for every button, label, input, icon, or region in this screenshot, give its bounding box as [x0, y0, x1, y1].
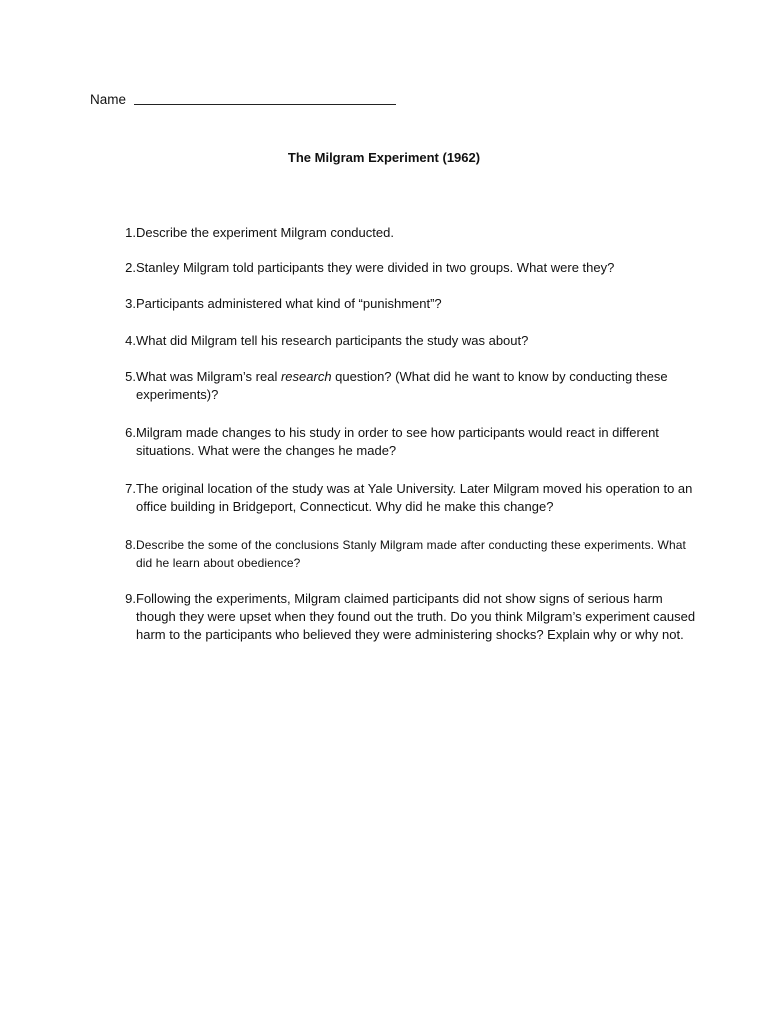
- question-number: 3.: [125, 296, 136, 311]
- question-text-emphasis: research: [280, 369, 332, 384]
- question-number: 9.: [125, 591, 136, 606]
- question-number: 8.: [125, 537, 136, 552]
- question-text-part: What was Milgram’s real: [136, 369, 281, 384]
- question-text: The original location of the study was at Yale University. Later Milgram moved his operation to an office building in Bridgeport, Connecticut. Why did he make this change?: [136, 481, 693, 514]
- question-text: Milgram made changes to his study in order to see how participants would react in different situations. What were the changes he made?: [136, 425, 659, 458]
- question-number: 7.: [125, 481, 136, 496]
- name-label: Name: [90, 92, 127, 107]
- name-row: [90, 92, 396, 107]
- question-number: 5.: [125, 369, 136, 384]
- question-6: [104, 424, 704, 460]
- question-3: [104, 295, 704, 313]
- question-number: 1.: [125, 225, 136, 240]
- question-text-part: question? (What did he want to know by conducting these experiments)?: [136, 369, 668, 402]
- question-9: [104, 590, 704, 644]
- question-text: What did Milgram tell his research participants the study was about?: [136, 333, 529, 348]
- question-text: Following the experiments, Milgram claimed participants did not show signs of serious harm though they were upset when they found out the truth. Do you think Milgram’s experiment caused harm to the participants who believed they were administering shocks? Explain why or why not.: [136, 591, 696, 642]
- name-blank-line[interactable]: [134, 92, 396, 105]
- question-number: 2.: [125, 260, 136, 275]
- question-text: [136, 368, 704, 404]
- question-text: Describe the experiment Milgram conducted.: [136, 225, 394, 240]
- question-number: 4.: [125, 333, 136, 348]
- question-1: [104, 224, 704, 242]
- question-7: [104, 480, 704, 516]
- question-text: Stanley Milgram told participants they were divided in two groups. What were they?: [136, 260, 615, 275]
- question-number: 6.: [125, 425, 136, 440]
- question-2: [104, 259, 704, 277]
- question-4: [104, 332, 704, 350]
- question-text: Describe the some of the conclusions Stanly Milgram made after conducting these experiments. What did he learn about obedience?: [136, 538, 686, 570]
- question-text: Participants administered what kind of “punishment”?: [136, 296, 442, 311]
- question-5: [104, 368, 704, 404]
- page-title: The Milgram Experiment (1962): [287, 150, 481, 165]
- question-list: [104, 224, 704, 644]
- question-8: [104, 536, 704, 572]
